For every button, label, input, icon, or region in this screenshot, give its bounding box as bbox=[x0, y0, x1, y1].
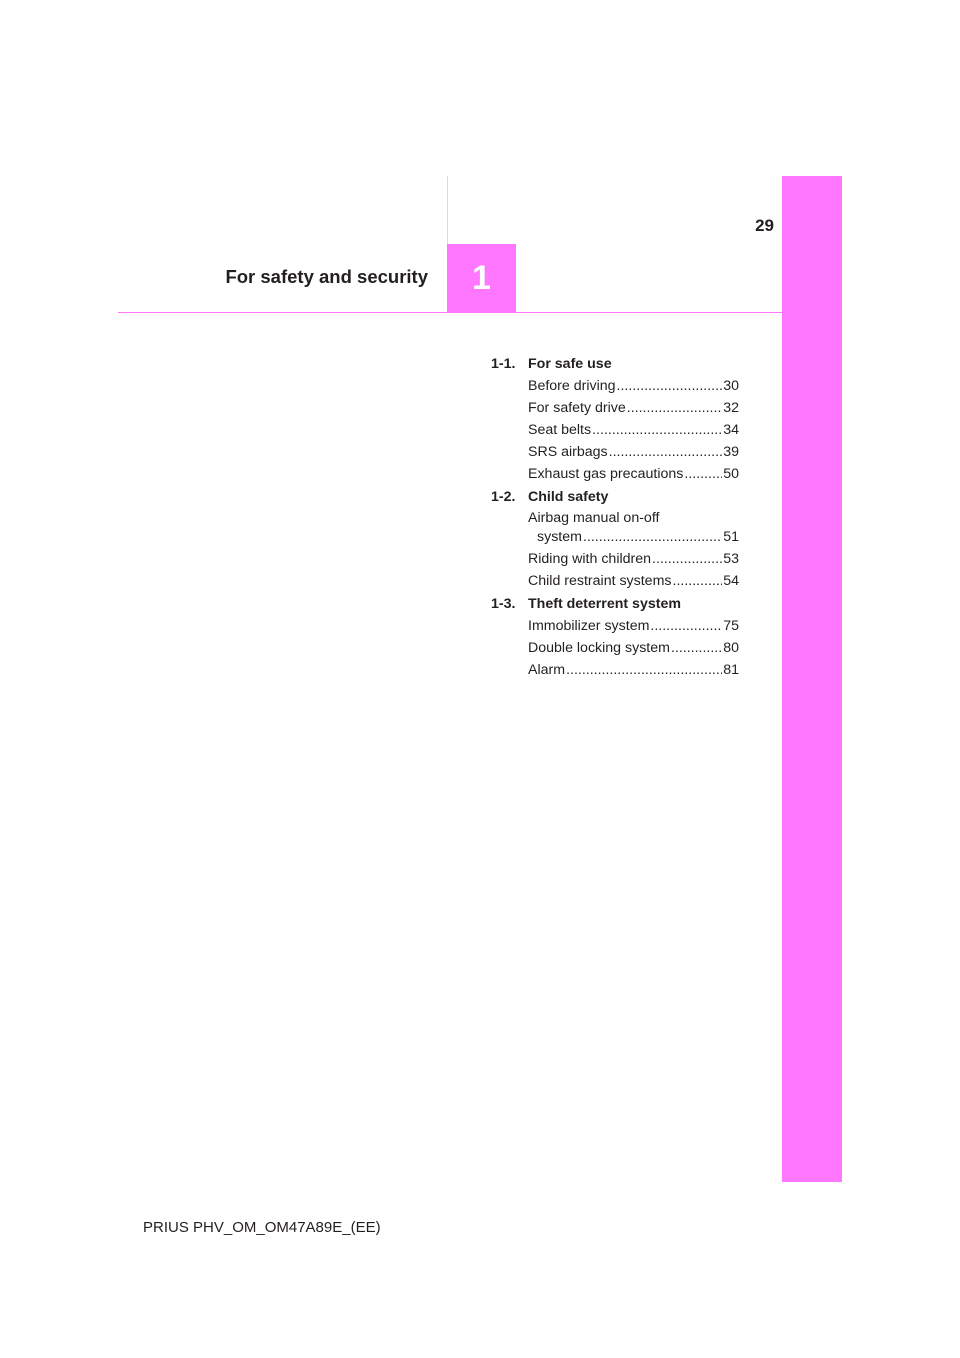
dot-leader bbox=[673, 571, 723, 591]
document-footer: PRIUS PHV_OM_OM47A89E_(EE) bbox=[143, 1219, 381, 1236]
entry-title: SRS airbags bbox=[528, 444, 608, 460]
entry-title: Seat belts bbox=[528, 422, 592, 438]
toc-entry[interactable] bbox=[491, 616, 739, 636]
dot-leader bbox=[671, 638, 722, 658]
toc-entry[interactable] bbox=[491, 464, 739, 484]
entry-title: Before driving bbox=[528, 378, 616, 394]
entry-title: Airbag manual on-off bbox=[528, 510, 660, 526]
section-number: 1-2. bbox=[491, 489, 516, 505]
entry-title: Alarm bbox=[528, 662, 566, 678]
toc-entry[interactable] bbox=[491, 638, 739, 658]
dot-leader bbox=[627, 398, 722, 418]
entry-page: 53 bbox=[723, 551, 739, 567]
header-divider-line bbox=[447, 176, 448, 244]
toc-entry[interactable] bbox=[491, 571, 739, 591]
entry-page: 80 bbox=[723, 640, 739, 656]
toc-section[interactable] bbox=[491, 487, 739, 507]
dot-leader bbox=[652, 549, 722, 569]
entry-page: 39 bbox=[723, 444, 739, 460]
entry-title: For safety drive bbox=[528, 400, 626, 416]
entry-title-continued: system bbox=[537, 529, 582, 545]
toc-entry[interactable] bbox=[491, 398, 739, 418]
header-rule bbox=[118, 312, 782, 313]
entry-page: 30 bbox=[723, 378, 739, 394]
entry-page: 75 bbox=[723, 618, 739, 634]
entry-title: Double locking system bbox=[528, 640, 670, 656]
entry-page: 32 bbox=[723, 400, 739, 416]
entry-page: 50 bbox=[723, 466, 739, 482]
dot-leader bbox=[566, 660, 722, 680]
section-number: 1-1. bbox=[491, 356, 516, 372]
entry-page: 34 bbox=[723, 422, 739, 438]
entry-page: 54 bbox=[723, 573, 739, 589]
entry-title: Immobilizer system bbox=[528, 618, 650, 634]
section-title: For safe use bbox=[528, 356, 612, 372]
table-of-contents bbox=[491, 354, 739, 680]
dot-leader bbox=[617, 376, 723, 396]
chapter-thumb-tab bbox=[782, 176, 842, 1182]
dot-leader bbox=[609, 442, 723, 462]
section-title: Child safety bbox=[528, 489, 609, 505]
toc-section[interactable] bbox=[491, 594, 739, 614]
toc-entry[interactable] bbox=[491, 442, 739, 462]
entry-page: 81 bbox=[723, 662, 739, 678]
toc-entry[interactable] bbox=[491, 660, 739, 680]
dot-leader bbox=[684, 464, 722, 484]
dot-leader bbox=[592, 420, 722, 440]
toc-section[interactable] bbox=[491, 354, 739, 374]
entry-title: Exhaust gas precautions bbox=[528, 466, 684, 482]
section-title: Theft deterrent system bbox=[528, 596, 681, 612]
section-number: 1-3. bbox=[491, 596, 516, 612]
dot-leader bbox=[583, 527, 722, 547]
toc-entry[interactable] bbox=[491, 376, 739, 396]
page-number: 29 bbox=[755, 216, 774, 235]
toc-entry[interactable] bbox=[491, 420, 739, 440]
entry-title: Child restraint systems bbox=[528, 573, 672, 589]
chapter-number: 1 bbox=[472, 259, 491, 297]
toc-entry[interactable] bbox=[491, 509, 739, 547]
chapter-title: For safety and security bbox=[225, 266, 428, 287]
toc-entry[interactable] bbox=[491, 549, 739, 569]
chapter-number-box bbox=[447, 244, 516, 313]
entry-title: Riding with children bbox=[528, 551, 652, 567]
dot-leader bbox=[650, 616, 722, 636]
entry-page: 51 bbox=[723, 529, 739, 545]
